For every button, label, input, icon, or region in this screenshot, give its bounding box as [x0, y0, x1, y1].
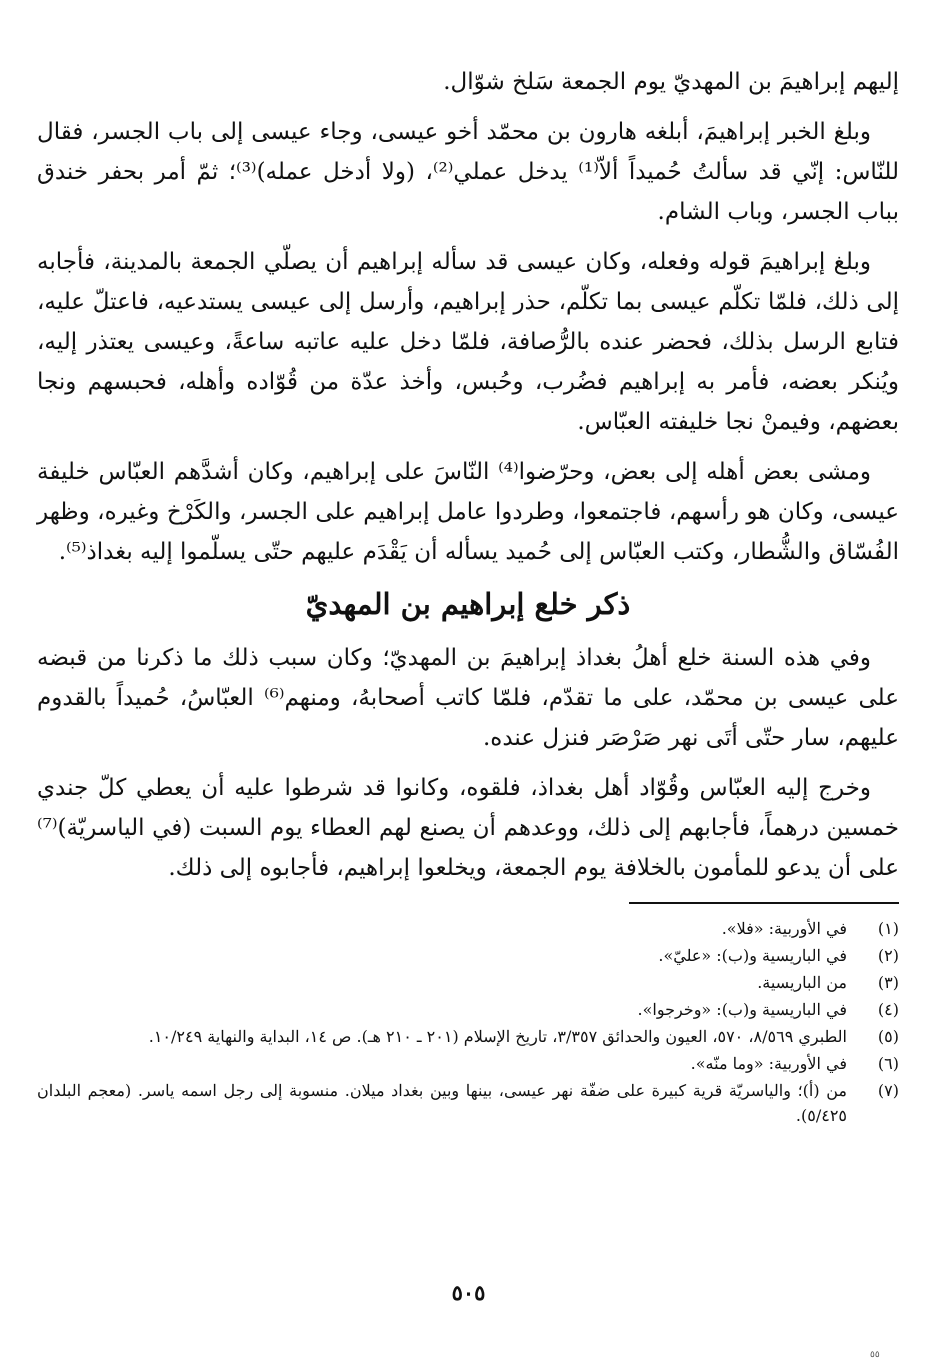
footnotes-list — [37, 916, 899, 1128]
footnote-number: (٢) — [877, 946, 899, 965]
footnote-text: من (أ)؛ والياسريّة قرية كبيرة على ضفّة نهر عيسى، بينها وبين بغداد ميلان. منسوبة إلى رجل اسمه ياسر. (معجم البلدان ٥/٤٢٥). — [37, 1081, 847, 1125]
page-body — [37, 62, 899, 1130]
footnote-item — [37, 997, 899, 1022]
footnote-text: الطبري ٨/٥٦٩، ٥٧٠، العيون والحدائق ٣/٣٥٧، تاريخ الإسلام (٢٠١ ـ ٢١٠ هـ). ص ١٤، البداية والنهاية ١٠/٢٤٩. — [148, 1027, 847, 1046]
paragraph-isa-arrest: وبلغ إبراهيمَ قوله وفعله، وكان عيسى قد سأله إبراهيم أن يصلّي الجمعة بالمدينة، فأجابه إلى ذلك، فلمّا تكلّم عيسى بما تكلّم، حذر إبراهيم، وأرسل إلى عيسى يستدعيه، فاعتلّ عليه، فتابع الرسل بذلك، فحضر عنده بالرُّصافة، فلمّا دخل عليه عاتبه ساعةً، وعيسى يعتذر إليه، ويُنكر بعضه، فأمر به إبراهيم فضُرب، وحُبس، وأخذ عدّة من قُوّاده وأهله، فحبسهم ونجا بعضهم، وفيمنْ نجا خليفته العبّاس. — [37, 249, 899, 435]
footnote-text: في الأوربية: «فلا». — [721, 919, 847, 938]
page-number: ٥٠٥ — [451, 1280, 486, 1305]
footnote-text: في الباريسية و(ب): «وخرجوا». — [637, 1000, 847, 1019]
footnote-item — [37, 916, 899, 941]
footnote-item — [37, 943, 899, 968]
footnote-item — [37, 970, 899, 995]
paragraph-news-reached-ibrahim: وبلغ الخبر إبراهيمَ، أبلغه هارون بن محمّد أخو عيسى، وجاء عيسى إلى باب الجسر، فقال للنّاس: إنّي قد سألتُ حُميداً ألاّ⁽¹⁾ يدخل عملي⁽²⁾، (ولا أدخل عمله)⁽³⁾؛ ثمّ أمر بحفر خندق بباب الجسر، وباب الشام. — [37, 119, 900, 225]
paragraph-opening: إليهم إبراهيمَ بن المهديّ يوم الجمعة سَلخ شوّال. — [443, 69, 899, 95]
footnote-item — [37, 1024, 899, 1049]
footnote-separator — [629, 902, 899, 904]
corner-mark: ٥٥ — [870, 1350, 880, 1360]
footnote-number: (٥) — [877, 1027, 899, 1046]
paragraph-uprising: ومشى بعض أهله إلى بعض، وحرّضوا⁽⁴⁾ النّاسَ على إبراهيم، وكان أشدَّهم العبّاس خليفة عيسى، وكان هو رأسهم، فاجتمعوا، وطردوا عامل إبراهيم على الجسر، والكَرْخ وغيره، وظهر الفُسّاق والشُّطار، وكتب العبّاس إلى حُميد يسأله أن يَقْدَم عليهم حتّى يسلّموا إليه بغداذ⁽⁵⁾. — [37, 459, 899, 565]
footnote-number: (٤) — [877, 1000, 899, 1019]
paragraph-abbas-meets-humaid: وخرج إليه العبّاس وقُوّاد أهل بغداذ، فلقوه، وكانوا قد شرطوا عليه أن يعطي كلّ جندي خمسين درهماً، فأجابهم إلى ذلك، ووعدهم أن يصنع لهم العطاء يوم السبت (في الياسريّة)⁽⁷⁾ على أن يدعو للمأمون بالخلافة يوم الجمعة، ويخلعوا إبراهيم، فأجابوه إلى ذلك. — [37, 775, 899, 881]
footnote-text: في الأوربية: «وما منّه». — [690, 1054, 847, 1073]
footnote-number: (٦) — [877, 1054, 899, 1073]
section-heading: ذكر خلع إبراهيم بن المهديّ — [305, 587, 631, 621]
footnote-text: من الباريسية. — [757, 973, 847, 992]
footnote-number: (٧) — [877, 1081, 899, 1100]
footnote-item — [37, 1051, 899, 1076]
paragraph-deposition: وفي هذه السنة خلع أهلُ بغداذ إبراهيمَ بن المهديّ؛ وكان سبب ذلك ما ذكرنا من قبضه على عيسى بن محمّد، على ما تقدّم، فلمّا كاتب أصحابهُ، ومنهم⁽⁶⁾ العبّاسُ، حُميداً بالقدوم عليهم، سار حتّى أتَى نهر صَرْصَر فنزل عنده. — [37, 645, 899, 751]
footnote-number: (١) — [877, 919, 899, 938]
footnote-text: في الباريسية و(ب): «عليّ». — [658, 946, 847, 965]
footnote-item — [37, 1078, 899, 1128]
footnote-number: (٣) — [877, 973, 899, 992]
